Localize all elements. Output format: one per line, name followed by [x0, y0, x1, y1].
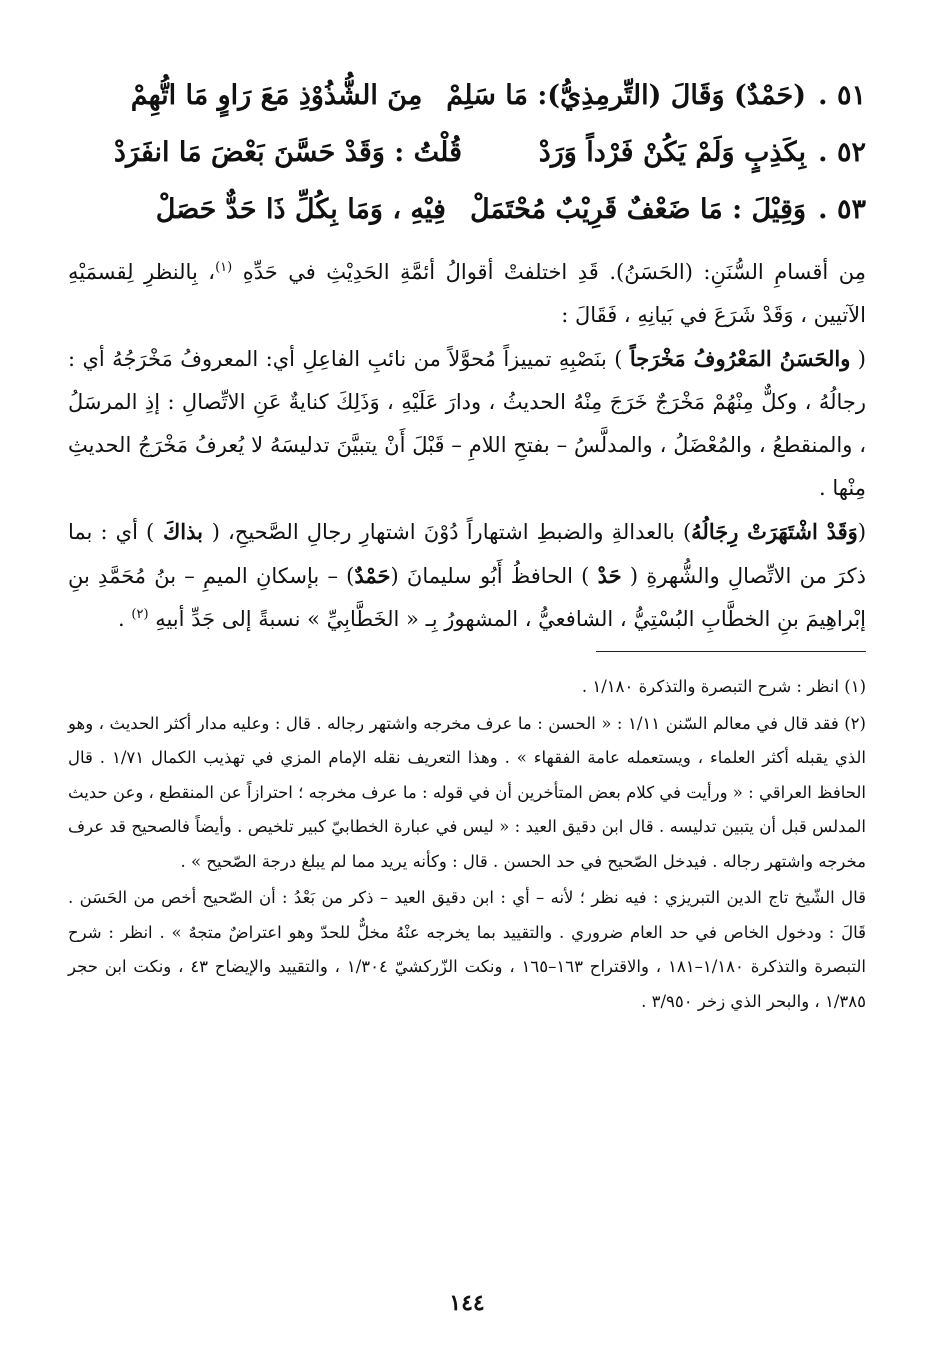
- footnotes: [68, 670, 866, 1019]
- bracket: (: [857, 520, 867, 544]
- footnote-2-continuation: قال الشّيخ تاج الدين التبريزي : فيه نظر ؛ لأنه – أي : ابن دقيق العيد – ذكر من بَعْدُ : أن الصّحيح أخص من الحَسَن . قَالَ : ودخول الخاص في حد العام ضروري . والتقييد بما يخرجه عنْهُ مخلٌّ للحدّ وهو اعتراضٌ متجهٌ » . انظر : شرح التبصرة والتذكرة ١/١٨٠–١٨١ ، والاقتراح ١٦٣–١٦٥ ، ونكت الزّركشيّ ١/٣٠٤ ، والتقييد والإيضاح ٤٣ ، ونكت ابن حجر ١/٣٨٥ ، والبحر الذي زخر ٣/٩٥٠ .: [68, 888, 867, 1011]
- lemma: حَمْدٌ: [354, 563, 391, 588]
- lemma: وَقَدْ اشْتَهَرَتْ رِجَالُهُ: [691, 519, 858, 544]
- commentary: [68, 251, 866, 641]
- verse-second-hemistich: مِنَ الشُّذُوْذِ مَعَ رَاوٍ مَا اتُّهِمْ: [130, 80, 423, 111]
- verse-first-hemistich: وَقِيْلَ : مَا ضَعْفٌ قَرِيْبٌ مُحْتَمَلْ: [469, 194, 806, 225]
- lemma: بذاكَ: [154, 519, 212, 544]
- page-number: ١٤٤: [449, 1290, 485, 1316]
- commentary-text: ) الحافظُ أَبُو سليمانَ (: [390, 564, 598, 588]
- footnote-2: (٢) فقد قال في معالم السّنن ١/١١ : « الحسن : ما عرف مخرجه واشتهر رجاله . قال : وعليه مدار أكثر الحديث ، وهو الذي يقبله أكثر العلماء ، ويستعمله عامة الفقهاء » . وهذا التعريف نقله الإمام المزي في تهذيب الكمال ١/٧١ . قال الحافظ العراقي : « ورأيت في كلام بعض المتأخرين أن في قوله : ما عرف مخرجه ؛ احترازاً عن المنقطع ، وعن حديث المدلس قبل أن يتبين تدليسه . قال ابن دقيق العيد : « ليس في عبارة الخطابيّ كبير تلخيص . وأيضاً فالصحيح قد عرف مخرجه واشتهر رجاله . فيدخل الصّحيح في حد الحسن . قال : وكأنه يريد مما لم يبلغ درجة الصّحيح » .: [68, 713, 867, 871]
- verse-number: ٥٣ .: [818, 194, 866, 225]
- footnote-reference: (١): [215, 260, 233, 275]
- commentary-paragraph: [68, 251, 866, 337]
- lemma: حَدْ: [597, 563, 622, 588]
- verse-number: ٥١ .: [818, 80, 866, 111]
- lemma: والحَسَنُ المَعْرُوفُ مَخْرَجاً: [629, 346, 851, 371]
- page-body: [68, 80, 866, 1371]
- commentary-text: مِن أقسامِ السُّنَنِ: (الحَسَنُ). قَدِ اختلفتْ أقوالُ أئمَّةِ الحَدِيْثِ في حَدِّهِ: [232, 260, 866, 284]
- footnote-reference: (٢): [131, 607, 149, 622]
- commentary-paragraph: [68, 510, 866, 641]
- commentary-text: ، بِالنظرِ لِقسمَيْهِ الآتيين ، وَقَدْ شَرَعَ في بَيانِهِ ، فَقَالَ :: [68, 260, 866, 327]
- verse-second-hemistich: فِيْهِ ، وَمَا بِكُلِّ ذَا حَدٌّ حَصَلْ: [155, 194, 446, 225]
- bracket: (: [850, 347, 867, 371]
- verse-line: [68, 80, 866, 137]
- verse-line: [68, 194, 866, 251]
- footnote-separator: [596, 651, 866, 652]
- commentary-paragraph: [68, 337, 866, 510]
- commentary-text: ) – بإسكانِ الميمِ – بنُ مُحَمَّدِ بنِ إبْراهِيمَ بنِ الخطَّابِ البُسْتِيُّ ، الشافعيُّ ، المشهورُ بِـ « الخَطَّابِيِّ » نسبةً إلى جَدِّ أبيهِ: [68, 564, 866, 631]
- commentary-text: ) أي : بما ذكرَ من الاتِّصالِ والشُّهرةِ (: [68, 520, 866, 588]
- commentary-text: ) بنَصْبِهِ تمييزاً مُحوَّلاً من نائبِ الفاعِلِ أي: المعروفُ مَخْرَجُهُ أي : رجالُهُ ، وكلٌّ مِنْهُمْ مَخْرَجٌ خَرَجَ مِنْهُ الحديثُ ، ودارَ عَلَيْهِ ، وَذَلِكَ كنايةٌ عَنِ الاتِّصالِ : إذِ المرسَلُ ، والمنقطعُ ، والمُعْضَلُ ، والمدلَّسُ – بفتحِ اللامِ – قَبْلَ أَنْ يتبيَّنَ تدليسَهُ لا يُعرفُ مَخْرَجُ الحديثِ مِنْها .: [68, 347, 866, 500]
- verse-line: [68, 137, 866, 194]
- verse-second-hemistich: قُلْتُ : وَقَدْ حَسَّنَ بَعْضَ مَا انفَرَدْ: [113, 137, 462, 168]
- verse-first-hemistich: بِكَذِبٍ وَلَمْ يَكُنْ فَرْداً وَرَدْ: [538, 137, 806, 168]
- verse-first-hemistich: (حَمْدٌ) وَقَالَ (التِّرمِذِيُّ): مَا سَلِمْ: [446, 80, 806, 111]
- commentary-text: .: [118, 607, 132, 631]
- verse-block: [68, 80, 866, 251]
- commentary-text: ) بالعدالةِ والضبطِ اشتهاراً دُوْنَ اشتهارِ رجالِ الصَّحيحِ، (: [211, 520, 692, 544]
- verse-number: ٥٢ .: [818, 137, 866, 168]
- footnote-1: (١) انظر : شرح التبصرة والتذكرة ١/١٨٠ .: [581, 677, 866, 696]
